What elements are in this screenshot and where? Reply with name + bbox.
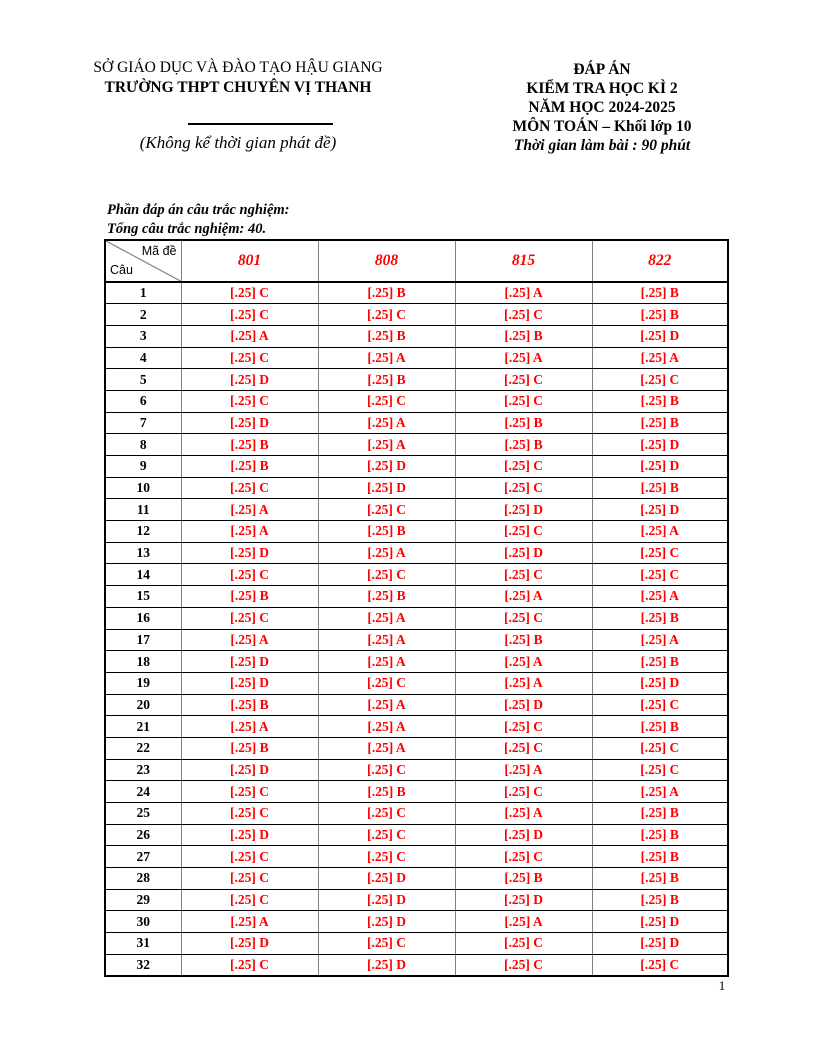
answer-cell: [.25] C — [455, 304, 592, 326]
subject-grade-line: MÔN TOÁN – Khối lớp 10 — [512, 118, 692, 135]
answer-cell: [.25] A — [455, 282, 592, 304]
answer-cell: [.25] C — [181, 781, 318, 803]
table-row — [105, 369, 728, 391]
answer-cell: [.25] A — [318, 542, 455, 564]
exam-code-header: 808 — [318, 240, 455, 282]
page-number: 1 — [718, 978, 726, 993]
table-row — [105, 889, 728, 911]
answer-cell: [.25] D — [592, 672, 728, 694]
question-number-cell: 20 — [105, 694, 181, 716]
answer-cell: [.25] B — [318, 781, 455, 803]
answer-cell: [.25] D — [181, 672, 318, 694]
answer-cell: [.25] D — [455, 694, 592, 716]
answer-cell: [.25] A — [455, 803, 592, 825]
header-left-block — [84, 58, 392, 153]
answer-cell: [.25] B — [592, 889, 728, 911]
answer-cell: [.25] C — [181, 803, 318, 825]
table-row — [105, 456, 728, 478]
answer-cell: [.25] C — [455, 477, 592, 499]
answer-cell: [.25] B — [592, 716, 728, 738]
answer-cell: [.25] A — [318, 716, 455, 738]
answer-cell: [.25] C — [318, 759, 455, 781]
answer-cell: [.25] B — [455, 434, 592, 456]
answer-cell: [.25] D — [455, 824, 592, 846]
answer-cell: [.25] B — [318, 282, 455, 304]
table-row — [105, 716, 728, 738]
answer-cell: [.25] C — [181, 889, 318, 911]
answer-cell: [.25] C — [181, 564, 318, 586]
answer-cell: [.25] C — [455, 846, 592, 868]
answer-cell: [.25] C — [455, 933, 592, 955]
answer-cell: [.25] C — [181, 868, 318, 890]
answer-cell: [.25] D — [318, 477, 455, 499]
exam-note: (Không kể thời gian phát đề) — [139, 133, 337, 152]
answer-cell: [.25] B — [181, 694, 318, 716]
question-number-cell: 18 — [105, 651, 181, 673]
answer-cell: [.25] B — [592, 607, 728, 629]
answer-cell: [.25] C — [455, 564, 592, 586]
table-row — [105, 629, 728, 651]
school-name-line: TRƯỜNG THPT CHUYÊN VỊ THANH — [104, 79, 372, 96]
answer-cell: [.25] A — [592, 521, 728, 543]
answer-cell: [.25] A — [318, 737, 455, 759]
answer-key-title: ĐÁP ÁN — [573, 61, 631, 78]
question-number-cell: 19 — [105, 672, 181, 694]
answer-cell: [.25] C — [455, 781, 592, 803]
table-row — [105, 933, 728, 955]
table-row — [105, 672, 728, 694]
table-row — [105, 282, 728, 304]
answer-cell: [.25] C — [318, 824, 455, 846]
answer-cell: [.25] D — [181, 933, 318, 955]
answer-cell: [.25] A — [318, 607, 455, 629]
duration-line: Thời gian làm bài : 90 phút — [513, 137, 691, 154]
answer-cell: [.25] A — [455, 651, 592, 673]
table-row — [105, 759, 728, 781]
table-row — [105, 564, 728, 586]
school-year-line: NĂM HỌC 2024-2025 — [528, 99, 676, 116]
answer-cell: [.25] B — [592, 651, 728, 673]
answer-cell: [.25] C — [181, 282, 318, 304]
answer-cell: [.25] D — [318, 911, 455, 933]
exam-title: KIỂM TRA HỌC KÌ 2 — [526, 80, 678, 97]
table-row — [105, 304, 728, 326]
answer-cell: [.25] A — [318, 347, 455, 369]
answer-cell: [.25] B — [592, 868, 728, 890]
question-number-cell: 24 — [105, 781, 181, 803]
answer-cell: [.25] B — [592, 803, 728, 825]
table-row — [105, 694, 728, 716]
table-row — [105, 347, 728, 369]
question-number-cell: 21 — [105, 716, 181, 738]
answer-cell: [.25] D — [592, 911, 728, 933]
question-number-cell: 1 — [105, 282, 181, 304]
answer-cell: [.25] D — [592, 499, 728, 521]
section-line-total: Tổng câu trắc nghiệm: 40. — [107, 220, 267, 237]
answer-cell: [.25] D — [181, 369, 318, 391]
question-number-cell: 5 — [105, 369, 181, 391]
answer-cell: [.25] C — [592, 369, 728, 391]
answer-cell: [.25] C — [181, 477, 318, 499]
question-number-cell: 4 — [105, 347, 181, 369]
answer-cell: [.25] C — [455, 716, 592, 738]
answer-cell: [.25] A — [181, 911, 318, 933]
answer-cell: [.25] D — [318, 456, 455, 478]
answer-cell: [.25] B — [592, 824, 728, 846]
answer-cell: [.25] C — [592, 564, 728, 586]
answer-cell: [.25] A — [455, 672, 592, 694]
answer-cell: [.25] B — [455, 629, 592, 651]
answer-cell: [.25] D — [181, 651, 318, 673]
answer-cell: [.25] D — [455, 889, 592, 911]
answer-cell: [.25] D — [592, 933, 728, 955]
department-line: SỞ GIÁO DỤC VÀ ĐÀO TẠO HẬU GIANG — [93, 59, 383, 76]
answer-cell: [.25] B — [592, 390, 728, 412]
answer-cell: [.25] A — [455, 911, 592, 933]
question-number-cell: 12 — [105, 521, 181, 543]
table-row — [105, 477, 728, 499]
answer-cell: [.25] C — [181, 347, 318, 369]
answer-cell: [.25] D — [318, 868, 455, 890]
answer-cell: [.25] C — [455, 390, 592, 412]
table-row — [105, 521, 728, 543]
question-number-cell: 22 — [105, 737, 181, 759]
answer-cell: [.25] B — [181, 737, 318, 759]
answer-cell: [.25] C — [455, 737, 592, 759]
exam-code-header: 822 — [592, 240, 728, 282]
answer-cell: [.25] C — [592, 694, 728, 716]
answer-cell: [.25] A — [318, 412, 455, 434]
question-number-cell: 13 — [105, 542, 181, 564]
corner-label-ma-de: Mã đề — [141, 244, 177, 258]
answer-cell: [.25] B — [592, 304, 728, 326]
answer-cell: [.25] B — [592, 477, 728, 499]
answer-cell: [.25] B — [455, 325, 592, 347]
question-number-cell: 25 — [105, 803, 181, 825]
question-number-cell: 3 — [105, 325, 181, 347]
question-number-cell: 9 — [105, 456, 181, 478]
table-row — [105, 954, 728, 976]
answer-cell: [.25] A — [455, 586, 592, 608]
table-row — [105, 911, 728, 933]
question-number-cell: 7 — [105, 412, 181, 434]
answer-cell: [.25] A — [592, 629, 728, 651]
answer-cell: [.25] C — [455, 369, 592, 391]
question-number-cell: 8 — [105, 434, 181, 456]
table-row — [105, 781, 728, 803]
answer-cell: [.25] D — [318, 954, 455, 976]
answer-cell: [.25] D — [455, 542, 592, 564]
answer-cell: [.25] A — [455, 347, 592, 369]
table-row — [105, 803, 728, 825]
answer-cell: [.25] A — [318, 651, 455, 673]
answer-cell: [.25] D — [455, 499, 592, 521]
question-number-cell: 30 — [105, 911, 181, 933]
answer-cell: [.25] A — [318, 629, 455, 651]
table-row — [105, 412, 728, 434]
question-number-cell: 14 — [105, 564, 181, 586]
table-row — [105, 846, 728, 868]
answer-cell: [.25] A — [181, 325, 318, 347]
answer-cell: [.25] A — [181, 521, 318, 543]
answer-cell: [.25] C — [318, 803, 455, 825]
answer-cell: [.25] D — [181, 824, 318, 846]
answer-cell: [.25] B — [592, 846, 728, 868]
question-number-cell: 10 — [105, 477, 181, 499]
answer-cell: [.25] C — [455, 607, 592, 629]
answer-cell: [.25] A — [181, 716, 318, 738]
answer-cell: [.25] B — [592, 282, 728, 304]
answer-cell: [.25] C — [592, 954, 728, 976]
divider-line — [188, 123, 333, 125]
question-number-cell: 27 — [105, 846, 181, 868]
answer-cell: [.25] A — [318, 434, 455, 456]
corner-cell — [105, 240, 181, 282]
section-headings — [107, 201, 289, 238]
corner-label-cau: Câu — [110, 263, 133, 277]
answer-cell: [.25] C — [318, 390, 455, 412]
table-row — [105, 824, 728, 846]
answer-cell: [.25] C — [455, 954, 592, 976]
answer-cell: [.25] A — [181, 629, 318, 651]
answer-cell: [.25] A — [592, 586, 728, 608]
answer-cell: [.25] B — [318, 369, 455, 391]
header-right-block — [477, 60, 727, 155]
section-line-answers: Phần đáp án câu trắc nghiệm: — [107, 202, 290, 218]
answer-cell: [.25] C — [181, 846, 318, 868]
answer-cell: [.25] D — [592, 456, 728, 478]
table-row — [105, 542, 728, 564]
table-row — [105, 390, 728, 412]
answer-cell: [.25] A — [318, 694, 455, 716]
answer-cell: [.25] A — [592, 781, 728, 803]
question-number-cell: 16 — [105, 607, 181, 629]
answer-cell: [.25] C — [181, 954, 318, 976]
question-number-cell: 15 — [105, 586, 181, 608]
answer-cell: [.25] B — [181, 434, 318, 456]
answer-cell: [.25] D — [181, 759, 318, 781]
question-number-cell: 2 — [105, 304, 181, 326]
answer-cell: [.25] D — [592, 325, 728, 347]
question-number-cell: 17 — [105, 629, 181, 651]
answer-cell: [.25] A — [592, 347, 728, 369]
answer-cell: [.25] C — [318, 933, 455, 955]
answer-cell: [.25] C — [592, 737, 728, 759]
answer-cell: [.25] C — [318, 672, 455, 694]
table-row — [105, 607, 728, 629]
question-number-cell: 26 — [105, 824, 181, 846]
table-row — [105, 868, 728, 890]
answer-cell: [.25] A — [181, 499, 318, 521]
table-row — [105, 737, 728, 759]
answer-cell: [.25] D — [181, 542, 318, 564]
question-number-cell: 23 — [105, 759, 181, 781]
answer-cell: [.25] C — [318, 564, 455, 586]
table-row — [105, 434, 728, 456]
table-row — [105, 651, 728, 673]
exam-code-header: 815 — [455, 240, 592, 282]
answer-cell: [.25] B — [318, 586, 455, 608]
answer-cell: [.25] C — [455, 456, 592, 478]
answer-cell: [.25] D — [592, 434, 728, 456]
answer-cell: [.25] C — [592, 542, 728, 564]
answer-cell: [.25] D — [318, 889, 455, 911]
table-row — [105, 325, 728, 347]
answer-cell: [.25] B — [455, 868, 592, 890]
question-number-cell: 31 — [105, 933, 181, 955]
question-number-cell: 6 — [105, 390, 181, 412]
answer-cell: [.25] C — [181, 607, 318, 629]
question-number-cell: 11 — [105, 499, 181, 521]
question-number-cell: 29 — [105, 889, 181, 911]
answer-cell: [.25] C — [318, 846, 455, 868]
answer-cell: [.25] D — [181, 412, 318, 434]
answer-cell: [.25] C — [318, 304, 455, 326]
answer-cell: [.25] B — [455, 412, 592, 434]
answer-cell: [.25] C — [318, 499, 455, 521]
table-row — [105, 586, 728, 608]
answer-cell: [.25] C — [592, 759, 728, 781]
answer-cell: [.25] B — [181, 586, 318, 608]
exam-code-header: 801 — [181, 240, 318, 282]
answer-cell: [.25] C — [181, 390, 318, 412]
answer-cell: [.25] A — [455, 759, 592, 781]
answer-cell: [.25] B — [318, 521, 455, 543]
answer-cell: [.25] B — [318, 325, 455, 347]
answer-cell: [.25] C — [455, 521, 592, 543]
answer-cell: [.25] B — [181, 456, 318, 478]
question-number-cell: 28 — [105, 868, 181, 890]
question-number-cell: 32 — [105, 954, 181, 976]
table-row — [105, 499, 728, 521]
table-header-row — [105, 240, 728, 282]
answer-cell: [.25] C — [181, 304, 318, 326]
answers-table — [104, 239, 729, 977]
answer-cell: [.25] B — [592, 412, 728, 434]
